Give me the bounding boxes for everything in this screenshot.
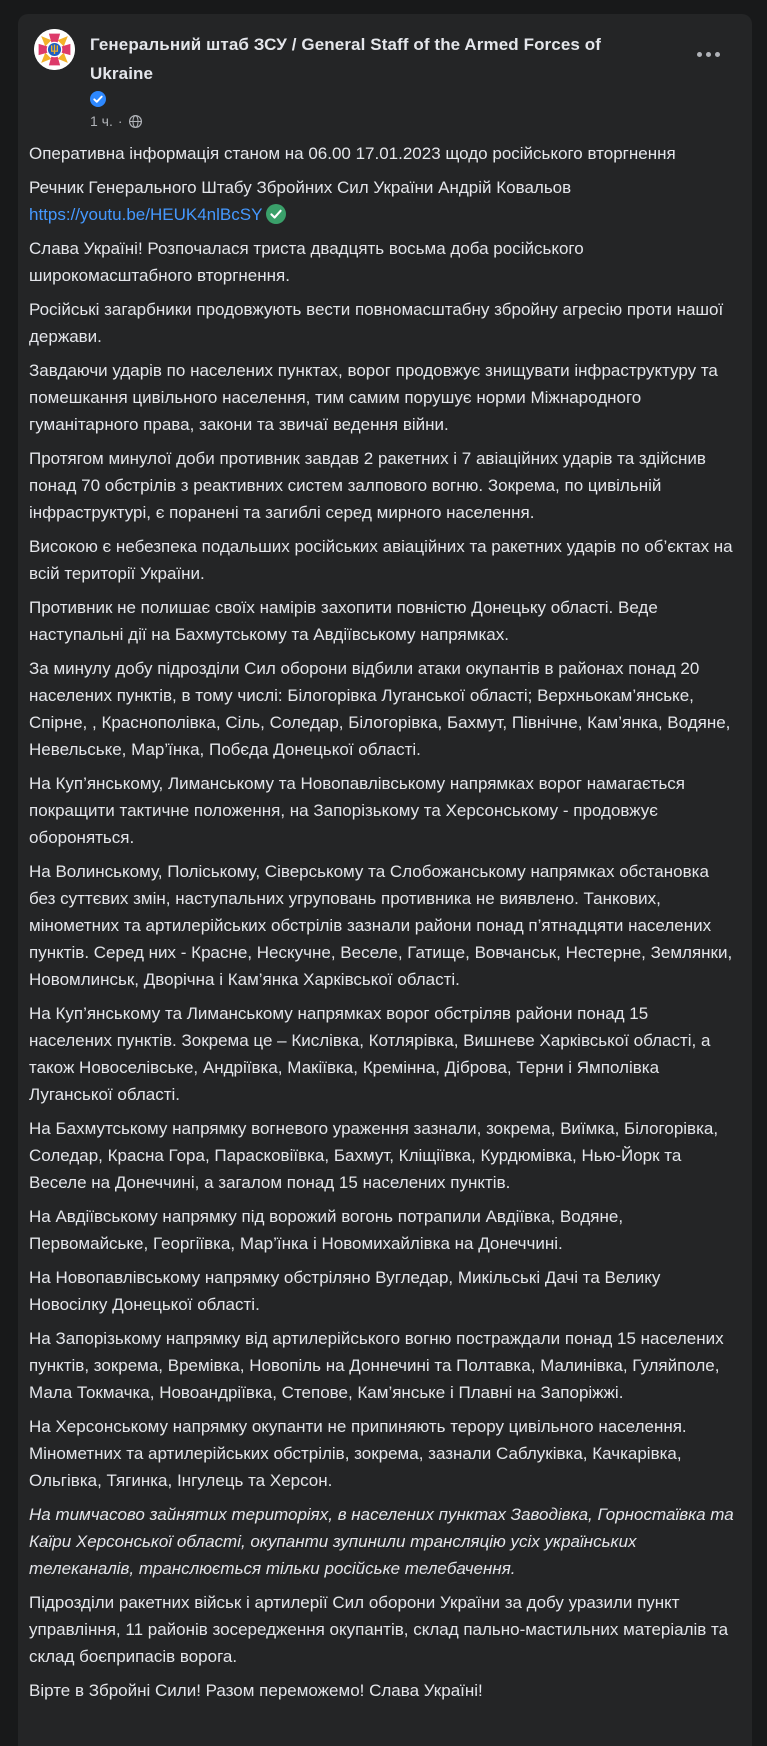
- paragraph-text: На Бахмутському напрямку вогневого ураження зазнали, зокрема, Виїмка, Білогорівка, Соледар, Красна Гора, Парасковіївка, Бахмут, Кліщіївка, Курдюмівка, Нью-Йорк та Веселе на Донеччині, а загалом понад 15 населених пунктів.: [29, 1119, 723, 1192]
- post-paragraph: [29, 174, 734, 228]
- post-paragraph: [29, 235, 734, 289]
- post-paragraph: [29, 445, 734, 526]
- post-paragraph: [29, 1000, 734, 1108]
- post-paragraph: [29, 1501, 739, 1582]
- post-paragraph: [29, 1413, 734, 1494]
- post-paragraph: [29, 357, 734, 438]
- meta-row: [90, 113, 635, 129]
- meta-separator: ·: [117, 113, 123, 129]
- avatar[interactable]: [34, 29, 75, 70]
- post-paragraph: [29, 296, 734, 350]
- paragraph-text: На Куп’янському, Лиманському та Новопавлівському напрямках ворог намагається покращити тактичне положення, на Запорізькому та Херсонському - продовжує обороняться.: [29, 774, 690, 847]
- paragraph-text: Російські загарбники продовжують вести повномасштабну збройну агресію проти нашої держави.: [29, 300, 728, 346]
- youtube-link[interactable]: https://youtu.be/HEUK4nlBcSY: [29, 205, 263, 224]
- green-check-icon: [266, 204, 286, 224]
- dot: [697, 52, 702, 57]
- paragraph-text: Високою є небезпека подальших російських авіаційних та ракетних ударів по об’єктах на всій території України.: [29, 537, 738, 583]
- paragraph-text: Противник не полишає своїх намірів захопити повністю Донецьку області. Веде наступальні дії на Бахмутському та Авдіївському напрямках.: [29, 598, 663, 644]
- paragraph-text: На Авдіївському напрямку під ворожий вогонь потрапили Авдіївка, Водяне, Первомайське, Георгіївка, Мар’їнка і Новомихайлівка на Донеччині.: [29, 1207, 628, 1253]
- paragraph-text: На Куп’янському та Лиманському напрямках ворог обстріляв райони понад 15 населених пунктів. Зокрема це – Кислівка, Котлярівка, Вишневе Харківської області, а також Новоселівське, Андріївка, Макіївка, Кремінна, Діброва, Терни і Ямполівка Луганської області.: [29, 1004, 716, 1104]
- post-paragraph: [29, 140, 734, 167]
- paragraph-text: На Волинському, Поліському, Сіверському та Слобожанському напрямках обстановка без суттєвих змін, наступальних угруповань противника не виявлено. Танкових, мінометних та артилерійських обстрілів зазнали райони понад п’ятнадцяти населених пунктів. Серед них - Красне, Нескучне, Веселе, Гатище, Вовчанськ, Нестерне, Землянки, Новомлинськ, Дворічна і Кам’янка Харківської області.: [29, 862, 737, 989]
- globe-icon: [128, 114, 143, 129]
- paragraph-text: Оперативна інформація станом на 06.00 17.01.2023 щодо російського вторгнення: [29, 144, 676, 163]
- header-info: [90, 29, 635, 129]
- paragraph-text: Підрозділи ракетних військ і артилерії Сил оборони України за добу уразили пункт управління, 11 районів зосередження окупантів, склад пально-мастильних матеріалів та склад боєприпасів ворога.: [29, 1593, 733, 1666]
- post-body: [18, 131, 752, 1729]
- post-paragraph: [29, 1264, 734, 1318]
- general-staff-emblem-icon: [34, 29, 75, 70]
- paragraph-text: На тимчасово зайнятих територіях, в населених пунктах Заводівка, Горностаївка та Каїри Херсонської області, окупанти зупинили трансляцію усіх українських телеканалів, транслюється тільки російське телебачення.: [29, 1505, 739, 1578]
- post-paragraph: [29, 594, 734, 648]
- verified-badge-icon: [90, 91, 106, 107]
- paragraph-text: Завдаючи ударів по населених пунктах, ворог продовжує знищувати інфраструктуру та помешкання цивільного населення, тим самим порушує норми Міжнародного гуманітарного права, закони та звичаї ведення війни.: [29, 361, 723, 434]
- post-paragraph: [29, 1589, 734, 1670]
- post-paragraph: [29, 655, 734, 763]
- facebook-post-card: [18, 14, 752, 1746]
- post-paragraph: [29, 1325, 734, 1406]
- paragraph-text: Протягом минулої доби противник завдав 2 ракетних і 7 авіаційних ударів та здійснив понад 70 обстрілів з реактивних систем залпового вогню. Зокрема, по цивільній інфраструктурі, є поранені та загиблі серед мирного населення.: [29, 449, 711, 522]
- paragraph-text: За минулу добу підрозділи Сил оборони відбили атаки окупантів в районах понад 20 населених пунктів, в тому числі: Білогорівка Луганської області; Верхньокам’янське, Спірне, , Краснополівка, Сіль, Соледар, Білогорівка, Бахмут, Північне, Кам’янка, Водяне, Невельське, Мар’їнка, Побєда Донецької області.: [29, 659, 736, 759]
- paragraph-text: Вірте в Збройні Сили! Разом переможемо! Слава Україні!: [29, 1681, 483, 1700]
- post-paragraph: [29, 533, 738, 587]
- post-paragraph: [29, 858, 737, 993]
- post-header: [18, 14, 752, 131]
- paragraph-text: На Новопавлівському напрямку обстріляно Вугледар, Микільські Дачі та Велику Новосілку Донецької області.: [29, 1268, 666, 1314]
- dot: [706, 52, 711, 57]
- post-paragraph: [29, 1677, 734, 1704]
- paragraph-text: Слава Україні! Розпочалася триста двадцять восьма доба російського широкомасштабного вторгнення.: [29, 239, 589, 285]
- post-paragraph: [29, 770, 734, 851]
- page-name[interactable]: Генеральний штаб ЗСУ / General Staff of the Armed Forces of Ukraine: [90, 35, 602, 83]
- badge-row: [90, 90, 635, 108]
- post-paragraph: [29, 1115, 734, 1196]
- paragraph-text: На Запорізькому напрямку від артилерійського вогню постраждали понад 15 населених пунктів, зокрема, Времівка, Новопіль на Доннечині та Полтавка, Малинівка, Гуляйполе, Мала Токмачка, Новоандріївка, Степове, Кам’янське і Плавні на Запоріжжі.: [29, 1329, 729, 1402]
- dot: [715, 52, 720, 57]
- more-options-button[interactable]: [693, 48, 724, 61]
- post-paragraph: [29, 1203, 734, 1257]
- paragraph-text: Речник Генерального Штабу Збройних Сил України Андрій Ковальов: [29, 178, 572, 197]
- post-timestamp[interactable]: 1 ч.: [90, 113, 113, 129]
- paragraph-text: На Херсонському напрямку окупанти не припиняють терору цивільного населення. Мінометних та артилерійських обстрілів, зокрема, зазнали Саблуківка, Качкарівка, Ольгівка, Тягинка, Інгулець та Херсон.: [29, 1417, 692, 1490]
